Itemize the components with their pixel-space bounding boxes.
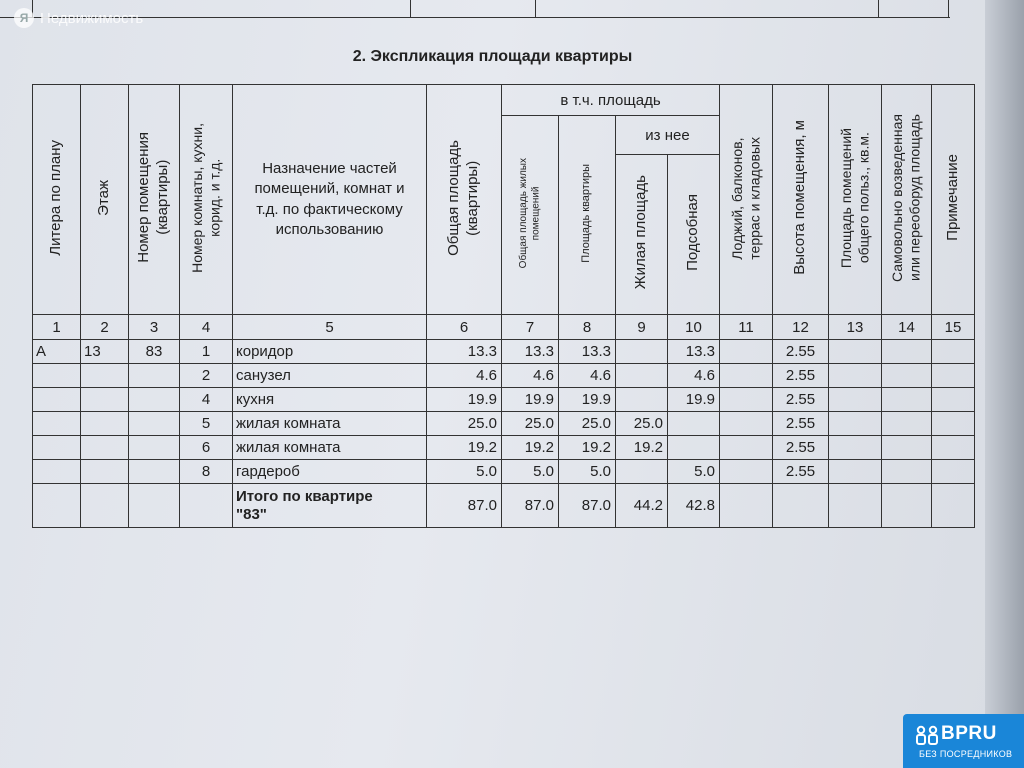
table-row (33, 412, 975, 436)
column-number: 8 (559, 315, 616, 340)
cell-living-premises: 19.2 (502, 436, 559, 460)
column-number: 15 (932, 315, 975, 340)
cell-living (616, 388, 668, 412)
cell-auxiliary (668, 412, 720, 436)
cell-room: 6 (180, 436, 233, 460)
cell-empty (932, 484, 975, 528)
cell-living (616, 460, 668, 484)
cell-living (616, 364, 668, 388)
total-apartment-area: 87.0 (559, 484, 616, 528)
header-note: Примечание (932, 85, 975, 315)
header-apartment-area: Площадь квартиры (559, 116, 616, 315)
cell-auxiliary: 19.9 (668, 388, 720, 412)
cell-note (932, 364, 975, 388)
cell-name: жилая комната (233, 412, 427, 436)
cell-total: 19.2 (427, 436, 502, 460)
cell-height: 2.55 (773, 460, 829, 484)
column-number: 5 (233, 315, 427, 340)
cell-floor (81, 436, 129, 460)
cell-room: 1 (180, 340, 233, 364)
previous-table-divider (535, 0, 536, 18)
column-number: 14 (882, 315, 932, 340)
cell-litera (33, 412, 81, 436)
header-living-premises-area: Общая площадь жилых помещений (502, 116, 559, 315)
column-number: 4 (180, 315, 233, 340)
cell-litera (33, 436, 81, 460)
cell-apartment: 83 (129, 340, 180, 364)
table-row (33, 364, 975, 388)
cell-self-built (882, 340, 932, 364)
cell-living (616, 340, 668, 364)
cell-empty (129, 484, 180, 528)
cell-apartment (129, 412, 180, 436)
header-total-area: Общая площадь (квартиры) (427, 85, 502, 315)
header-of-which: из нее (616, 116, 720, 155)
cell-apartment-area: 13.3 (559, 340, 616, 364)
cell-common (829, 364, 882, 388)
total-label: Итого по квартире "83" (233, 484, 427, 528)
cell-empty (829, 484, 882, 528)
cell-apartment-area: 25.0 (559, 412, 616, 436)
cell-name: кухня (233, 388, 427, 412)
cell-empty (33, 484, 81, 528)
cell-auxiliary: 5.0 (668, 460, 720, 484)
cell-empty (882, 484, 932, 528)
cell-apartment-area: 5.0 (559, 460, 616, 484)
cell-self-built (882, 388, 932, 412)
cell-height: 2.55 (773, 364, 829, 388)
cell-room: 5 (180, 412, 233, 436)
watermark-logo-icon: Я (14, 8, 34, 28)
total-row (33, 484, 975, 528)
cell-litera (33, 364, 81, 388)
total-auxiliary: 42.8 (668, 484, 720, 528)
header-living-area: Жилая площадь (616, 155, 668, 315)
column-number: 3 (129, 315, 180, 340)
cell-note (932, 340, 975, 364)
header-loggias: Лоджий, балконов, террас и кладовых (720, 85, 773, 315)
total-living-premises: 87.0 (502, 484, 559, 528)
cell-floor (81, 460, 129, 484)
cell-height: 2.55 (773, 436, 829, 460)
cell-name: гардероб (233, 460, 427, 484)
column-number: 13 (829, 315, 882, 340)
cell-common (829, 340, 882, 364)
column-numbers-row (33, 315, 975, 340)
header-self-built: Самовольно возведенная или переоборуд площадь (882, 85, 932, 315)
section-title: 2. Экспликация площади квартиры (352, 48, 633, 65)
cell-note (932, 460, 975, 484)
cell-living-premises: 25.0 (502, 412, 559, 436)
cell-total: 13.3 (427, 340, 502, 364)
cell-height: 2.55 (773, 388, 829, 412)
cell-room: 8 (180, 460, 233, 484)
cell-floor: 13 (81, 340, 129, 364)
cell-auxiliary: 4.6 (668, 364, 720, 388)
cell-height: 2.55 (773, 340, 829, 364)
cell-height: 2.55 (773, 412, 829, 436)
total-area: 87.0 (427, 484, 502, 528)
cell-floor (81, 364, 129, 388)
cell-apartment (129, 364, 180, 388)
cell-living-premises: 5.0 (502, 460, 559, 484)
badge-title: BPRU (941, 723, 997, 744)
header-purpose: Назначение частей помещений, комнат и т.д. по фактическому использованию (233, 85, 427, 315)
cell-living-premises: 4.6 (502, 364, 559, 388)
total-living: 44.2 (616, 484, 668, 528)
cell-floor (81, 412, 129, 436)
cell-loggia (720, 436, 773, 460)
header-auxiliary: Подсобная (668, 155, 720, 315)
cell-empty (81, 484, 129, 528)
watermark (14, 8, 143, 28)
cell-common (829, 436, 882, 460)
cell-empty (720, 484, 773, 528)
cell-apartment (129, 460, 180, 484)
cell-apartment (129, 388, 180, 412)
previous-table-divider (948, 0, 949, 18)
cell-common (829, 388, 882, 412)
cell-loggia (720, 364, 773, 388)
table-row (33, 460, 975, 484)
column-number: 12 (773, 315, 829, 340)
cell-total: 5.0 (427, 460, 502, 484)
header-common-area: Площадь помещений общего польз., кв.м. (829, 85, 882, 315)
cell-living-premises: 19.9 (502, 388, 559, 412)
cell-empty (180, 484, 233, 528)
cell-note (932, 436, 975, 460)
badge-subtitle: БЕЗ ПОСРЕДНИКОВ (919, 749, 1013, 759)
table-row (33, 436, 975, 460)
cell-living: 19.2 (616, 436, 668, 460)
cell-room: 2 (180, 364, 233, 388)
cell-name: жилая комната (233, 436, 427, 460)
cell-name: коридор (233, 340, 427, 364)
cell-auxiliary (668, 436, 720, 460)
cell-self-built (882, 364, 932, 388)
header-apartment-number: Номер помещения (квартиры) (129, 85, 180, 315)
cell-litera (33, 388, 81, 412)
column-number: 2 (81, 315, 129, 340)
table-row (33, 388, 975, 412)
table-row (33, 340, 975, 364)
cell-note (932, 412, 975, 436)
header-litera: Литера по плану (33, 85, 81, 315)
cell-apartment (129, 436, 180, 460)
people-icon (915, 724, 939, 746)
cell-self-built (882, 412, 932, 436)
header-floor: Этаж (81, 85, 129, 315)
cell-total: 19.9 (427, 388, 502, 412)
cell-litera (33, 460, 81, 484)
previous-table-divider (878, 0, 879, 18)
header-room-number: Номер комнаты, кухни, корид. и т.д. (180, 85, 233, 315)
header-including-area: в т.ч. площадь (502, 85, 720, 116)
cell-total: 4.6 (427, 364, 502, 388)
cell-auxiliary: 13.3 (668, 340, 720, 364)
explication-table (32, 84, 975, 528)
cell-common (829, 412, 882, 436)
cell-loggia (720, 388, 773, 412)
cell-room: 4 (180, 388, 233, 412)
column-number: 6 (427, 315, 502, 340)
cell-note (932, 388, 975, 412)
cell-loggia (720, 340, 773, 364)
previous-table-divider (410, 0, 411, 18)
cell-total: 25.0 (427, 412, 502, 436)
column-number: 1 (33, 315, 81, 340)
cell-litera: А (33, 340, 81, 364)
cell-living-premises: 13.3 (502, 340, 559, 364)
column-number: 11 (720, 315, 773, 340)
watermark-text: Недвижимость (40, 9, 144, 27)
cell-name: санузел (233, 364, 427, 388)
cell-self-built (882, 436, 932, 460)
header-height: Высота помещения, м (773, 85, 829, 315)
column-number: 10 (668, 315, 720, 340)
page-edge (985, 0, 1024, 768)
cell-empty (773, 484, 829, 528)
column-number: 9 (616, 315, 668, 340)
cell-apartment-area: 4.6 (559, 364, 616, 388)
bpru-badge[interactable] (903, 714, 1024, 768)
cell-self-built (882, 460, 932, 484)
cell-common (829, 460, 882, 484)
cell-apartment-area: 19.2 (559, 436, 616, 460)
column-number: 7 (502, 315, 559, 340)
cell-floor (81, 388, 129, 412)
cell-apartment-area: 19.9 (559, 388, 616, 412)
cell-loggia (720, 412, 773, 436)
cell-living: 25.0 (616, 412, 668, 436)
cell-loggia (720, 460, 773, 484)
